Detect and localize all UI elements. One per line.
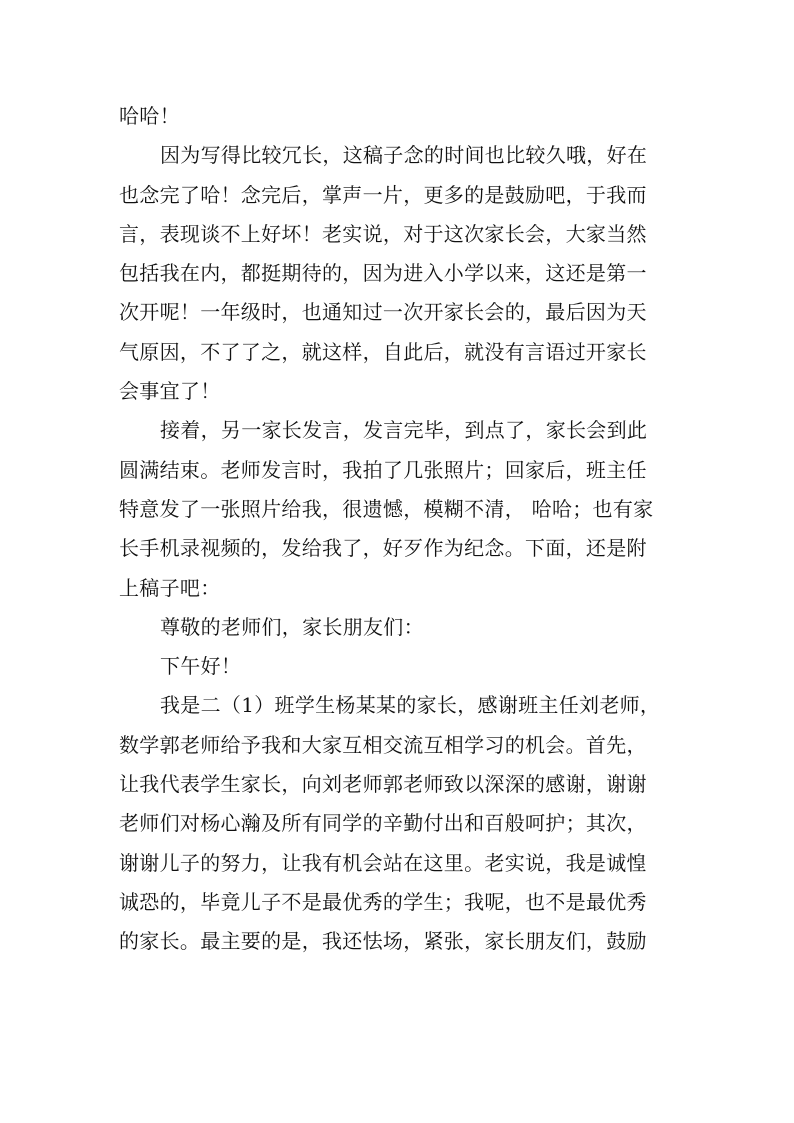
text-line: 圆满结束。老师发言时，我拍了几张照片；回家后，班主任 [119,457,647,482]
text-line: 上稿子吧： [119,575,221,600]
text-line: 气原因，不了了之，就这样，自此后，就没有言语过开家长 [119,339,647,364]
text-line: 言，表现谈不上好坏！老实说，对于这次家长会，大家当然 [119,221,647,246]
text-line: 因为写得比较冗长，这稿子念的时间也比较久哦，好在 [160,143,648,168]
text-line: 诚恐的，毕竟儿子不是最优秀的学生；我呢，也不是最优秀 [119,889,647,914]
text-line: 接着，另一家长发言，发言完毕，到点了，家长会到此 [160,418,648,443]
text-line: 数学郭老师给予我和大家互相交流互相学习的机会。首先， [119,732,647,757]
text-line: 包括我在内，都挺期待的，因为进入小学以来，这还是第一 [119,261,647,286]
text-line: 长手机录视频的，发给我了，好歹作为纪念。下面，还是附 [119,536,647,561]
text-line: 让我代表学生家长，向刘老师郭老师致以深深的感谢，谢谢 [119,772,647,797]
text-line: 次开呢！一年级时，也通知过一次开家长会的，最后因为天 [119,300,647,325]
text-line: 谢谢儿子的努力，让我有机会站在这里。老实说，我是诚惶 [119,850,647,875]
text-line: 特意发了一张照片给我，很遗憾，模糊不清， 哈哈；也有家 [119,496,654,521]
text-line: 的家长。最主要的是，我还怯场，紧张，家长朋友们，鼓励 [119,929,647,954]
text-line: 我是二（1）班学生杨某某的家长，感谢班主任刘老师， [160,693,661,718]
text-line: 也念完了哈！念完后，掌声一片，更多的是鼓励吧，于我而 [119,182,647,207]
text-line: 哈哈！ [119,104,180,128]
text-line: 下午好！ [160,654,242,679]
text-line: 老师们对杨心瀚及所有同学的辛勤付出和百般呵护；其次， [119,811,647,836]
document-body [119,97,679,962]
text-line: 会事宜了！ [119,379,221,404]
text-line: 尊敬的老师们，家长朋友们： [160,614,424,639]
